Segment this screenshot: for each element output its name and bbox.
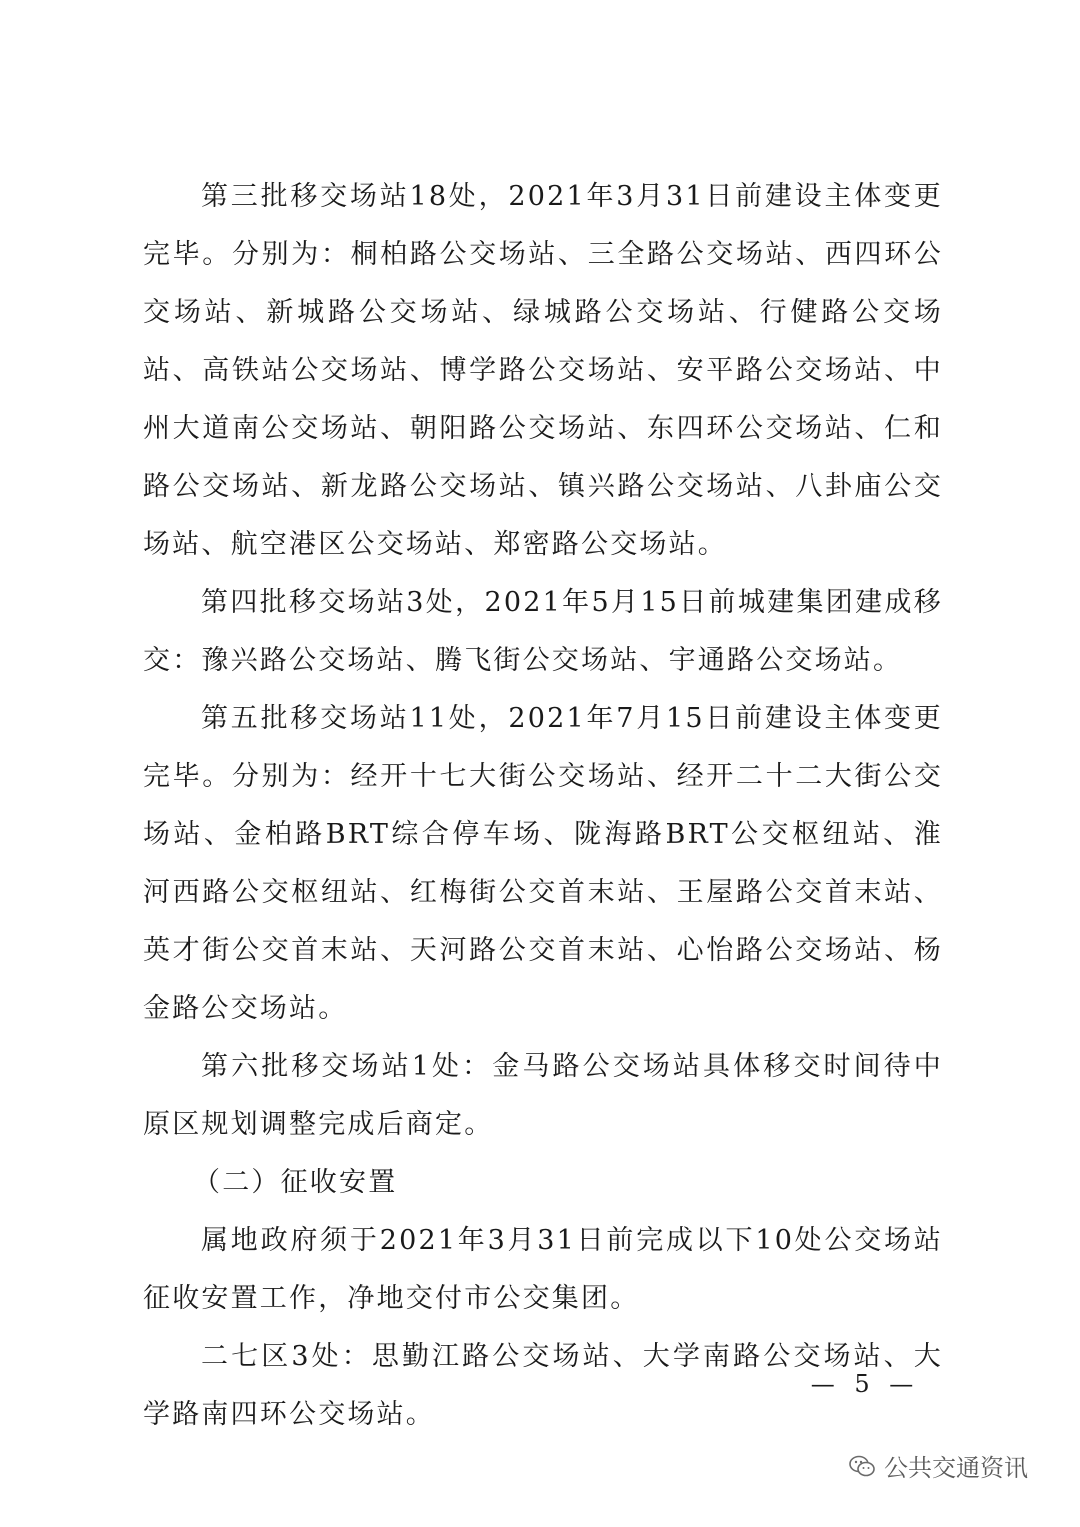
page-number: — 5 — (810, 1370, 920, 1398)
paragraph-erqi-district: 二七区3处：思勤江路公交场站、大学南路公交场站、大学路南四环公交场站。 (143, 1341, 943, 1430)
section-heading: （二）征收安置 (193, 1167, 398, 1198)
document-body (143, 168, 943, 1444)
paragraph-batch-five: 第五批移交场站11处，2021年7月15日前建设主体变更完毕。分别为：经开十七大街公交场站、经开二十二大街公交场站、金柏路BRT综合停车场、陇海路BRT公交枢纽站、淮河西路公交枢纽站、红梅街公交首末站、王屋路公交首末站、英才街公交首末站、天河路公交首末站、心怡路公交场站、杨金路公交场站。 (143, 703, 943, 1024)
paragraph-batch-six: 第六批移交场站1处：金马路公交场站具体移交时间待中原区规划调整完成后商定。 (143, 1051, 943, 1140)
paragraph-batch-four: 第四批移交场站3处，2021年5月15日前城建集团建成移交：豫兴路公交场站、腾飞街公交场站、宇通路公交场站。 (143, 587, 943, 676)
watermark-text: 公共交通资讯 (884, 1454, 1028, 1482)
paragraph-requisition: 属地政府须于2021年3月31日前完成以下10处公交场站征收安置工作，净地交付市公交集团。 (143, 1225, 943, 1314)
paragraph-batch-three: 第三批移交场站18处，2021年3月31日前建设主体变更完毕。分别为：桐柏路公交场站、三全路公交场站、西四环公交场站、新城路公交场站、绿城路公交场站、行健路公交场站、高铁站公交场站、博学路公交场站、安平路公交场站、中州大道南公交场站、朝阳路公交场站、东四环公交场站、仁和路公交场站、新龙路公交场站、镇兴路公交场站、八卦庙公交场站、航空港区公交场站、郑密路公交场站。 (143, 181, 943, 560)
wechat-icon (848, 1454, 876, 1478)
watermark (848, 1448, 1028, 1483)
